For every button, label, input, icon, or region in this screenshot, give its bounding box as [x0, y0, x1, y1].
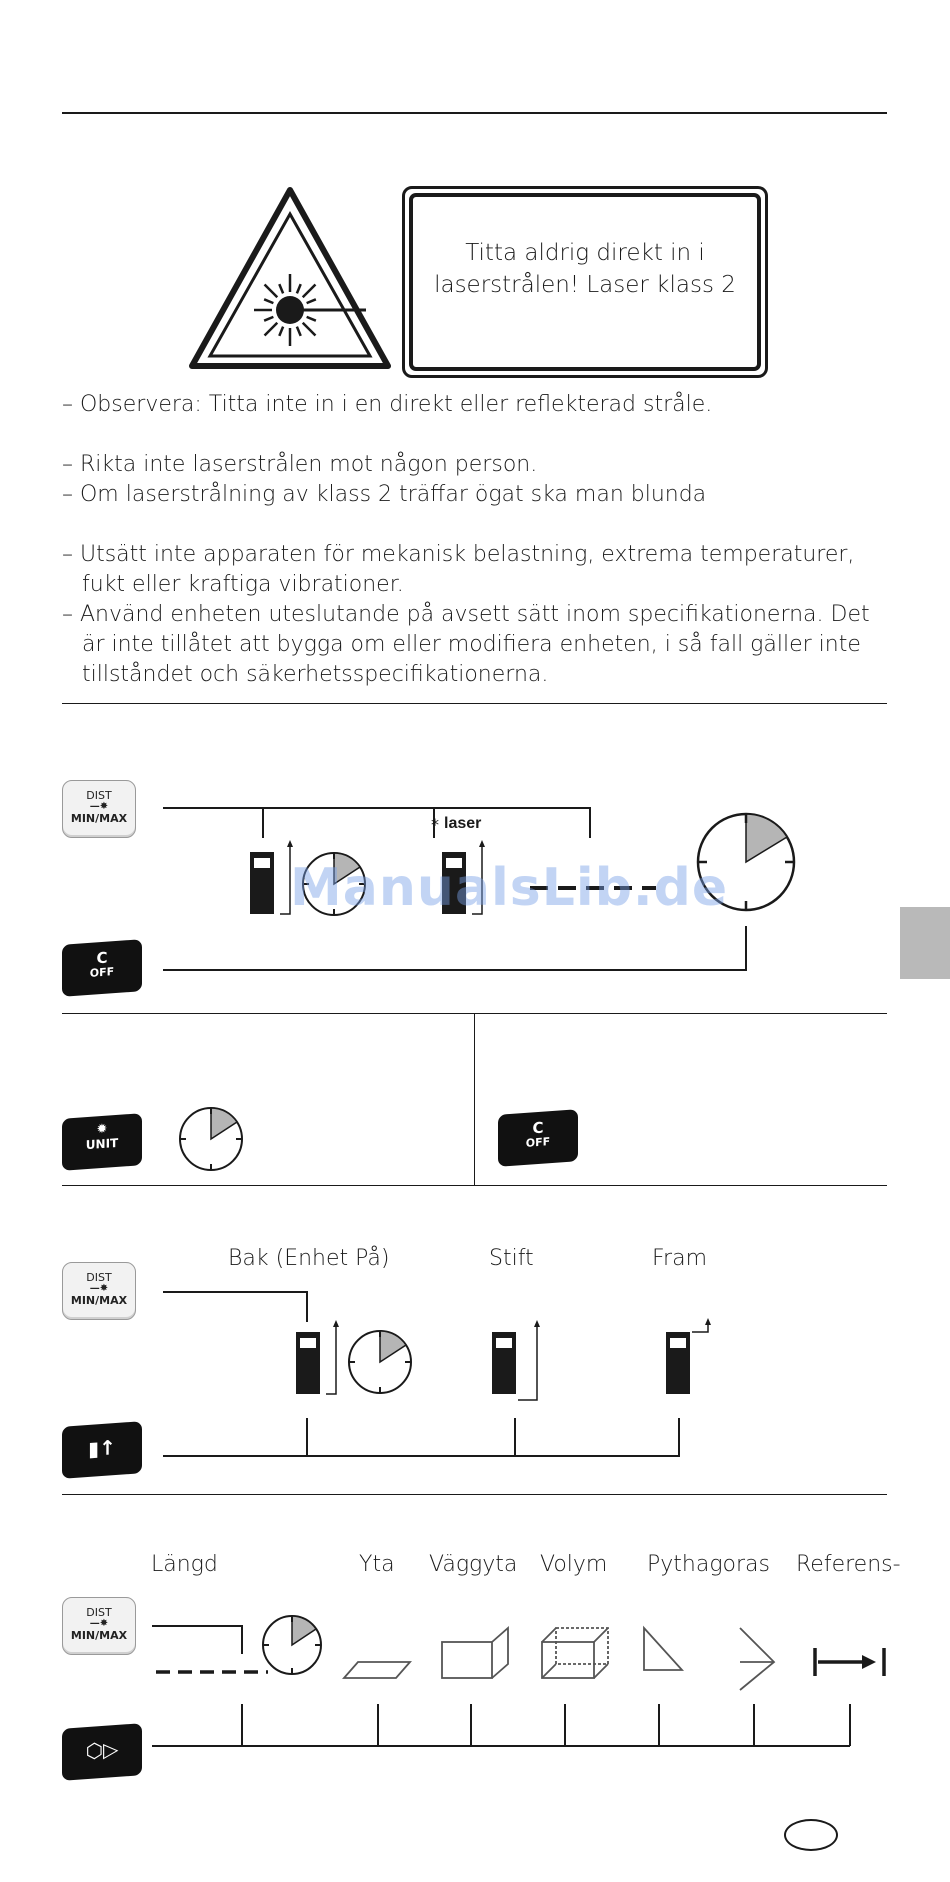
- min-max-label-3: MIN/MAX: [70, 1629, 128, 1642]
- section-rule-4: [62, 1494, 887, 1495]
- laser-star-icon: *: [431, 815, 439, 834]
- dist-label: DIST: [86, 789, 112, 802]
- device-icon-back: [250, 840, 293, 914]
- laser-burst-icon-3: —✸: [89, 1618, 109, 1629]
- laser-burst-icon-2: —✸: [89, 1283, 109, 1294]
- laser-ray: [297, 284, 301, 293]
- laser-ray: [264, 317, 273, 321]
- section-rule-3: [62, 1185, 887, 1186]
- dist-label-2: DIST: [86, 1271, 112, 1284]
- c-off-button-2[interactable]: [498, 1109, 578, 1167]
- chapter-tab-marker: [900, 907, 950, 979]
- bullet-observe: – Observera: Titta inte in i en direkt eller reflekterad stråle.: [62, 392, 713, 417]
- unit-button[interactable]: [62, 1113, 142, 1171]
- section-rule-1: [62, 703, 887, 704]
- laser-burst-icon: —✸: [89, 801, 109, 812]
- country-code-oval: [784, 1819, 838, 1851]
- label-pythagoras: Pythagoras: [647, 1552, 770, 1577]
- min-max-label-2: MIN/MAX: [70, 1294, 128, 1307]
- function-shapes-icon: ⬡▷: [85, 1736, 119, 1764]
- unit-label: UNIT: [85, 1135, 119, 1153]
- volume-icon: [542, 1628, 608, 1678]
- device-reference-icon: ▮↑: [88, 1435, 116, 1461]
- label-reference: Referens-: [796, 1552, 901, 1577]
- laser-ray: [297, 327, 301, 336]
- timer-icon-small-4: [263, 1616, 321, 1674]
- label-wall-area: Väggyta: [429, 1552, 518, 1577]
- laser-ray: [279, 284, 283, 293]
- c-label: C: [96, 948, 108, 968]
- warning-text-line1: Titta aldrig direkt in i: [465, 240, 705, 266]
- laser-label: laser: [444, 815, 482, 832]
- warning-box: [402, 186, 768, 378]
- laser-ray: [279, 327, 283, 336]
- c-label-2: C: [532, 1118, 544, 1138]
- laser-ray: [264, 299, 273, 303]
- device-icon-back-2: [296, 1320, 339, 1394]
- laser-ray: [307, 299, 316, 303]
- top-rule: [62, 112, 887, 114]
- off-label-2: OFF: [525, 1135, 551, 1150]
- laser-ray: [303, 323, 316, 336]
- laser-ray: [265, 323, 278, 336]
- pythagoras-icon-2: [740, 1628, 774, 1690]
- laser-ray: [307, 317, 316, 321]
- light-bulb-icon: ✹: [96, 1121, 108, 1138]
- reference-arrow-icon: [815, 1648, 884, 1676]
- reference-diagram: [0, 1280, 950, 1470]
- bullet-usage: – Använd enheten uteslutande på avsett sätt inom specifikationerna. Det är inte tillåtet att bygga om eller modifiera enheten, i så fall gäller inte tillståndet och säkerhetsspecifikationerna.: [62, 602, 870, 687]
- laser-ray: [265, 285, 278, 298]
- bullet-mechanical: – Utsätt inte apparaten för mekanisk belastning, extrema temperaturer, fukt eller kraftiga vibrationer.: [62, 542, 855, 597]
- section-2-divider: [474, 1013, 475, 1185]
- label-length: Längd: [151, 1552, 218, 1577]
- label-area: Yta: [359, 1552, 395, 1577]
- label-front: Fram: [652, 1246, 708, 1271]
- laser-warning-triangle-icon: [188, 186, 392, 370]
- watermark: ManualsLib.de: [290, 858, 729, 918]
- bullet-no-person: – Rikta inte laserstrålen mot någon person.: [62, 452, 538, 477]
- pythagoras-icon-1: [644, 1628, 682, 1670]
- label-pin: Stift: [489, 1246, 534, 1271]
- label-volume: Volym: [540, 1552, 608, 1577]
- laser-ray: [303, 285, 316, 298]
- area-icon: [344, 1662, 410, 1678]
- label-back: Bak (Enhet På): [228, 1246, 390, 1271]
- wall-area-icon: [442, 1628, 508, 1678]
- warning-text-line2: laserstrålen! Laser klass 2: [434, 272, 736, 298]
- dist-label-3: DIST: [86, 1606, 112, 1619]
- device-icon-pin: [492, 1320, 540, 1400]
- off-label: OFF: [89, 965, 115, 980]
- min-max-label: MIN/MAX: [70, 812, 128, 825]
- device-icon-front: [666, 1318, 711, 1394]
- bullet-blink: – Om laserstrålning av klass 2 träffar ögat ska man blunda: [62, 482, 707, 507]
- safety-instructions: [62, 390, 892, 690]
- timer-icon-small-3: [349, 1331, 411, 1393]
- timer-icon-small-2: [178, 1106, 248, 1176]
- function-diagram: [0, 1600, 950, 1760]
